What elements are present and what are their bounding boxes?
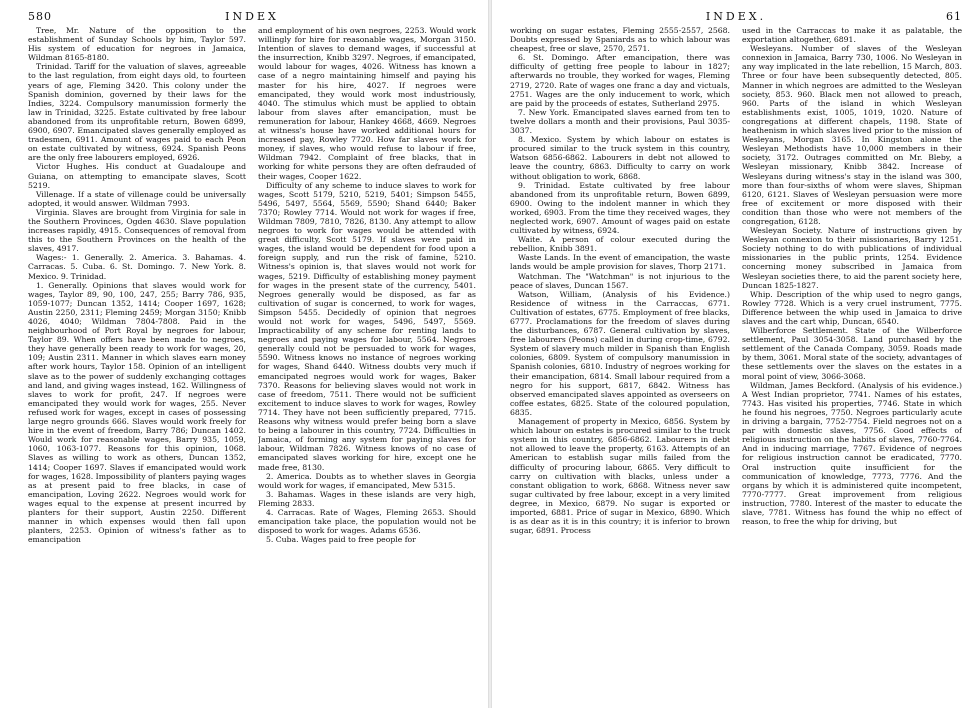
index-entry: Wesleyans. Number of slaves of the Wesleyan connexion in Jamaica, Barry 730, 1006. No Wesleyan in any way implicated in the late rebellion, 15 March, 803. Three or four have been subsequently detected, 805. Manner in which negroes are admitted to the Wesleyan society, 853. 960. Black men not allowed to preach, 960. Parts of the island in which Wesleyan establishments exist, 1005, 1019, 1020. Nature of congregations at different chapels, 1198. State of heathenism in which slaves lived prior to the mission of Wesleyans, Morgan 3165. In Kingston alone the Wesleyan Methodists have 10,000 members in their society, 3172. Outrages committed on Mr. Bleby, a Wesleyan missionary, Knibb 3842. Increase of Wesleyans during witness's stay in the island was 300, more than four-sixths of whom were slaves, Shipman 6120, 6121. Slaves of Wesleyan persuasion were more free of excitement or more disposed with their condition than those who were not members of the congregation, 6128. bbox=[742, 44, 962, 226]
text-column bbox=[742, 26, 962, 706]
index-entry: Tree, Mr. Nature of the opposition to the establishment of Sunday Schools by him, Taylor 597. His system of education for negroes in Jamaica, Wildman 8165-8180. bbox=[28, 26, 246, 63]
page-number: 61 bbox=[946, 10, 962, 23]
index-entry: 8. Mexico. System by which labour on estates is procured similar to the truck system in this country, Watson 6856-6862. Labourers in debt not allowed to leave the country, 6863. Difficulty to carry on work without obligation to work, 6868. bbox=[510, 135, 730, 181]
index-entry: Wilberforce Settlement. State of the Wilberforce settlement, Paul 3054-3058. Land purchased by the settlement of the Canada Company, 3059. Roads made by them, 3061. Moral state of the society, advantages of these settlements over the slaves on the estates in a moral point of view, 3066-3068. bbox=[742, 326, 962, 381]
index-entry: used in the Carraccas to make it as palatable, the exportation altogether, 6891. bbox=[742, 26, 962, 45]
index-entry: Watson, William, (Analysis of his Evidence.) Residence of witness in the Carraccas, 6771. Cultivation of estates, 6775. Employment of free blacks, 6777. Proclamations for the freedom of slaves during the disturbances, 6787. General cultivation by slaves, free labourers (Peons) called in during crop-time, 6792. System of slavery much milder in Spanish than English colonies, 6809. System of compulsory manumission in Spanish colonies, 6810. Industry of negroes working for their emancipation, 6814. Small labour required from a negro for his support, 6817, 6842. Witness has observed emancipated slaves appointed as overseers on coffee estates, 6825. State of the coloured population, 6835. bbox=[510, 289, 730, 417]
text-column bbox=[28, 26, 246, 706]
index-entry: and employment of his own negroes, 2253. Would work willingly for hire for reasonable wages, Morgan 3150. Intention of slaves to demand wages, if successful at the insurrection, Knibb 3297. Negroes, if emancipated, would labour for wages, 4026. Witness has known a case of a negro maintaining himself and paying his master for his hire, 4027. If negroes were emancipated, they would work most industriously, 4040. The stimulus which must be applied to obtain labour from slaves after emancipation, must be remuneration for labour, Hankey 4668, 4669. Negroes at witness's house have worked additional hours for increased pay, Rowley 7720. How far slaves work for money, if slaves, who would refuse to labour if free, Wildman 7942. Complaint of free blacks, that in working for white persons they are often defrauded of their wages, Cooper 1622. bbox=[258, 26, 476, 181]
text-column bbox=[510, 26, 730, 706]
right-page bbox=[490, 0, 980, 708]
index-entry: Management of property in Mexico, 6856. System by which labour on estates is procured similar to the truck system in this country, 6856-6862. Labourers in debt not allowed to leave the property, 6163. Attempts of an American to establish sugar mills failed from the difficulty of procuring labour, 6865. Very difficult to carry on cultivation with blacks, unless under a constant obligation to work, 6868. Witness never saw sugar cultivated by free labour, except in a very limited degree, in Mexico, 6879. No sugar is exported or imported, 6881. Price of sugar in Mexico, 6890. Which is as dear as it is in this country; it is inferior to brown sugar, 6891. Process bbox=[510, 417, 730, 536]
running-head bbox=[510, 10, 962, 26]
index-entry: 3. Bahamas. Wages in these islands are very high, Fleming 2833. bbox=[258, 489, 476, 508]
index-entry: 2. America. Doubts as to whether slaves in Georgia would work for wages, if emancipated, Mew 5315. bbox=[258, 471, 476, 490]
index-entry: Waste Lands. In the event of emancipation, the waste lands would be ample provision for slaves, Thorp 2171. bbox=[510, 253, 730, 272]
index-entry: 5. Cuba. Wages paid to free people for bbox=[266, 535, 416, 545]
index-entry: Difficulty of any scheme to induce slaves to work for wages, Scott 5179, 5210, 5219, 5401; Simpson 5455, 5496, 5497, 5564, 5569, 5590; Shand 6440; Baker 7370; Rowley 7714. Would not work for wages if free, Wildman 7809, 7810, 7826, 8130. Any attempt to allow negroes to work for wages would be attended with great difficulty, Scott 5179. If slaves were paid in wages, the island would be dependent for food upon a foreign supply, and run the risk of famine, 5210. Witness's opinion is, that slaves would not work for wages, 5219. Difficulty of establishing money payment for wages in the present state of the currency, 5401. Negroes generally would be disposed, as far as cultivation of sugar is concerned, to work for wages, Simpson 5455. Decidedly of opinion that negroes would not work for wages, 5496, 5497, 5569. Impracticability of any scheme for renting lands to negroes and paying wages for labour, 5564. Negroes generally could not be persuaded to work for wages, 5590. Witness knows no instance of negroes working for wages, Shand 6440. Witness doubts very much if emancipated negroes would work for wages, Baker 7370. Reasons for believing slaves would not work in case of freedom, 7511. There would not be sufficient excitement to induce slaves to work for wages, Rowley 7714. They have not been sufficiently prepared, 7715. Reasons why witness would prefer being born a slave to being a labourer in this country, 7724. Difficulties in Jamaica, of forming any system for paying slaves for labour, Wildman 7826. Witness knows of no case of emancipated slaves working for hire, except one he made free, 8130. bbox=[258, 180, 476, 472]
index-entry: 4. Carracas. Rate of Wages, Fleming 2653. Should emancipation take place, the population would not be disposed to work for wages. Adams 6536. bbox=[258, 507, 476, 536]
index-entry: Waite. A person of colour executed during the rebellion, Knibb 3891. bbox=[510, 235, 730, 254]
index-entry: Trinidad. Tariff for the valuation of slaves, agreeable to the last regulation, from eight days old, to fourteen years of age, Fleming 3420. This colony under the Spanish dominion, governed by their laws for the Indies, 3224. Compulsory manumission formerly the law in Trinidad, 3225. Estate cultivated by free labour abandoned from its unprofitable return, Bowen 6899, 6900, 6907. Emancipated slaves generally employed as tradesmen, 6911. Amount of wages paid to each Peon on estate cultivated by witness, 6924. Spanish Peons are the only free labourers employed, 6926. bbox=[28, 62, 246, 163]
index-entry: 1. Generally. Opinions that slaves would work for wages, Taylor 89, 90, 100, 247, 255; Barry 786, 935, 1059-1077; Duncan 1352, 1414; Cooper 1697, 1628; Austin 2250, 2311; Fleming 2459; Morgan 3150; Knibb 4026, 4040; Wildman 7804-7808. Paid in the neighbourhood of Port Royal by negroes for labour, Taylor 89. When offers have been made to negroes, they have generally been ready to work for wages, 20, 109; Austin 2311. Manner in which slaves earn money after work hours, Taylor 158. Opinion of an intelligent slave as to the power of suddenly exchanging cottages and land, and giving wages instead, 162. Willingness of slaves to work for profit, 247. If negroes were emancipated they would work for wages, 255. Never refused work for wages, except in cases of possessing large negro grounds 666. Slaves would work freely for hire in the event of freedom, Barry 786; Duncan 1402. Would work for reasonable wages, Barry 935, 1059, 1060, 1063-1077. Reasons for this opinion, 1068. Slaves as willing to work as others, Duncan 1352, 1414; Cooper 1697. Slaves if emancipated would work for wages, 1628. Impossibility of planters paying wages as at present paid to free blacks, in case of emancipation, Loving 2622. Negroes would work for wages equal to the expense at present incurred by planters for their support, Austin 2250. Different manner in which expenses would then fall upon planters, 2253. Opinion of witness's father as to emancipation bbox=[28, 280, 246, 545]
index-entry: working on sugar estates, Fleming 2555-2557, 2568. Doubts expressed by Spaniards as to which labour was cheapest, free or slave, 2570, 2571. bbox=[510, 26, 730, 54]
index-entry: Wildman, James Beckford. (Analysis of his evidence.) A West Indian proprietor, 7741. Names of his estates, 7743. Has visited his properties, 7746. State in which he found his negroes, 7750. Negroes particularly acute in driving a bargain, 7752-7754. Field negroes not on a par with domestic slaves, 7756. Good effects of religious instruction on the habits of slaves, 7760-7764. And in inducing marriage, 7767. Evidence of negroes for religious instruction cannot be eradicated, 7770. Oral instruction quite insufficient for the communication of knowledge, 7773, 7776. And the organs by which it is administered quite incompetent, 7770-7777. Great improvement from religious instruction, 7780. Interest of the master to educate the slave, 7781. Witness has found the whip no effect of reason, to free the whip for driving, but bbox=[742, 380, 962, 527]
index-entry: Wages:- 1. Generally. 2. America. 3. Bahamas. 4. Carracas. 5. Cuba. 6. St. Domingo. 7. New York. 8. Mexico. 9. Trinidad. bbox=[28, 253, 246, 281]
index-entry: Victor Hughes. His conduct at Guadaloupe and Guiana, on attempting to emancipate slaves, Scott 5219. bbox=[28, 162, 246, 190]
index-entry: 6. St. Domingo. After emancipation, there was difficulty of getting free people to labour in 1827; afterwards no trouble, they worked for wages, Fleming 2719, 2720. Rate of wages one franc a day and victuals, 2751. Wages are the only inducement to work, which are paid by the proceeds of estates, Sutherland 2975. bbox=[510, 53, 730, 108]
index-entry: 9. Trinidad. Estate cultivated by free labour abandoned from its unprofitable return, Bowen 6899, 6900. Owing to the indolent manner in which they worked, 6903. From the time they received wages, they neglected work, 6907. Amount of wages paid on estate cultivated by witness, 6924. bbox=[510, 180, 730, 236]
page-number: 580 bbox=[28, 10, 52, 23]
index-entry: Virginia. Slaves are brought from Virginia for sale in the Southern Provinces, Ogden 4630. Slave population increases rapidly, 4915. Consequences of removal from this to the Southern Provinces on the health of the slaves, 4917. bbox=[28, 207, 246, 254]
index-entry: Whip. Description of the whip used to negro gangs, Rowley 7728. Which is a very cruel instrument, 7775. Difference between the whip used in Jamaica to drive slaves and the cart whip, Duncan, 6540. bbox=[742, 289, 962, 326]
text-column bbox=[258, 26, 476, 706]
running-head bbox=[28, 10, 476, 26]
index-entry: Villenage. If a state of villenage could be universally adopted, it would answer. Wildman 7993. bbox=[28, 189, 246, 208]
index-entry: Watchman. The "Watchman" is not injurious to the peace of slaves, Duncan 1567. bbox=[510, 271, 730, 290]
index-entry: Wesleyan Society. Nature of instructions given by Wesleyan connexion to their missionaries, Barry 1251. Society nothing to do with publications of individual missionaries in the public prints, 1254. Evidence concerning money subscribed in Jamaica from Wesleyan societies there, to aid the parent society here, Duncan 1825-1827. bbox=[742, 226, 962, 290]
index-entry: 7. New York. Emancipated slaves earned from ten to twelve dollars a month and their provisions, Paul 3035-3037. bbox=[510, 107, 730, 136]
page-title: INDEX bbox=[225, 10, 279, 23]
page-title: INDEX. bbox=[705, 10, 767, 23]
